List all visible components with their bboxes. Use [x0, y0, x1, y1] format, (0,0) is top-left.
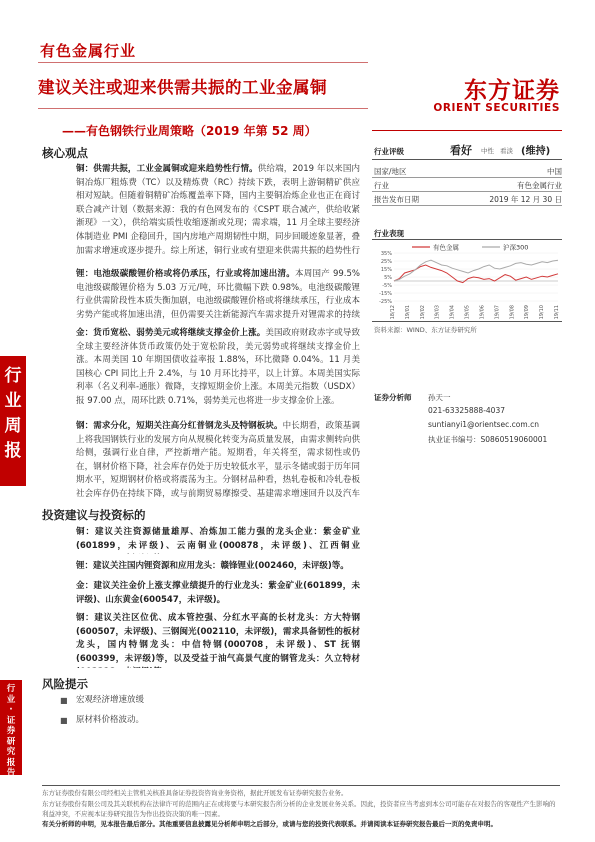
- industry-name: 有色金属行业: [40, 42, 137, 60]
- core-item-gold-text: 美国政府财政赤字或导致全球主要经济体货币政策仍处于宽松阶段，美元弱势或将继续支撑金价上涨。本周美国 10 年期国债收益率报 1.88%，环比微降 0.04%。11 月美国核心 CPI 同比上升 2.4%，与 10 月环比持平，以上计算。本周美国实际利率（名义利率-通胀）微降，支撑短期金价上涨。本周美元指数（USDX）报 97.00 点，周环比跌 0.71%，弱势美元也将进一步支撑金价上涨。: [76, 328, 360, 406]
- y-tick-label: 5%: [384, 275, 392, 281]
- advice-item-copper: [76, 526, 360, 554]
- title-divider: [38, 108, 368, 109]
- series-line-0: [394, 265, 558, 283]
- bullet-icon: ■: [60, 716, 68, 725]
- core-item-lithium-lead: 锂：电池级碳酸锂价格或将仍承压，行业或将加速出清。: [76, 269, 295, 279]
- x-tick-label: 19/10: [539, 305, 546, 319]
- performance-heading: 行业表现: [374, 229, 404, 238]
- side-tab-weekly-label: 行业周报: [4, 366, 22, 461]
- advice-item-lithium: [76, 560, 360, 574]
- core-item-steel-text: 中长期看，政策基调上将我国钢铁行业的发展方向从规模化转变为高质量发展，由需求侧转向供给侧，强调行业自律，严控新增产能。短期看，年关将至，需求韧性或仍在，钢材价格下降，社会库存仍处于历史较低水平，显示冬储或弱于历年同期水平，短期钢材价格或将震荡为主。分钢材品种看，热轧卷板和冷轧卷板社会库存仍在持续下降，或与前期贸易摩擦受、基建需求增速回升以及汽车: [76, 421, 360, 499]
- rating-maintain: (维持): [521, 146, 551, 157]
- core-item-lithium: [76, 268, 360, 322]
- row-divider: [372, 177, 562, 178]
- core-item-gold-lead: 金：货币宽松、弱势美元或将继续支撑金价上涨。: [76, 328, 266, 338]
- footer-disclaimer: 有关分析师的申明，见本报告最后部分。其他重要信息披露见分析师申明之后部分，或请与您的投资代表联系。并请阅读本证券研究报告最后一页的免责申明。: [42, 820, 497, 828]
- row-divider: [372, 205, 562, 206]
- advice-item-lithium-text: 锂：建议关注国内锂资源和应用龙头：赣锋锂业(002460，未评级)等。: [76, 561, 349, 571]
- x-tick-label: 18/12: [390, 305, 396, 319]
- y-tick-label: 25%: [380, 259, 392, 265]
- rating-option-bearish: 看淡: [500, 147, 513, 155]
- header-divider: [38, 62, 368, 63]
- advice-item-gold-text: 金：建议关注金价上涨支撑业绩提升的行业龙头：紫金矿业(601899，未评级)、山东黄金(600547，未评级)。: [76, 581, 360, 605]
- footer-line-2: 东方证券股份有限公司及其关联机构在法律许可的范围内正在或将要与本研究报告所分析的企业发展业务关系。因此，投资者应当考虑到本公司可能存在对报告的客观性产生影响的利益冲突，不应视本证券研究报告为作出投资决策的唯一因素。: [42, 800, 556, 818]
- analyst-label: 证券分析师: [374, 393, 412, 402]
- advice-item-steel-text: 钢：建议关注区位优、成本管控强、分红水平高的长材龙头：方大特钢(600507，未评级)、三钢闽光(002110，未评级)，需求具备韧性的板材龙头，国内特钢龙头：中信特钢(000708，未评级)、ST 抚钢(600399，未评级)等，以及受益于油气高景气度的钢管龙头：久立特材: [76, 613, 360, 664]
- report-subtitle: ——有色钢铁行业周策略（2019 年第 52 周）: [62, 124, 317, 138]
- side-tab-report-type-label: 行业·证券研究报告: [6, 684, 16, 778]
- investment-advice-heading: 投资建议与投资标的: [42, 508, 146, 522]
- logo-divider: [372, 130, 562, 131]
- core-item-gold: [76, 327, 360, 409]
- analyst-name: 孙天一: [428, 393, 451, 402]
- x-tick-label: 19/05: [464, 305, 471, 319]
- rating-row-industry-key: 行业: [374, 181, 389, 190]
- analyst-email[interactable]: suntianyi1@orientsec.com.cn: [428, 420, 539, 429]
- x-tick-label: 19/11: [554, 305, 560, 319]
- x-tick-label: 19/01: [404, 305, 411, 319]
- core-item-copper-lead: 铜：供需共振，工业金属铜或迎来趋势性行情。: [76, 164, 258, 174]
- advice-item-gold: [76, 580, 360, 608]
- core-item-copper: [76, 163, 360, 257]
- rating-row-region-value: 中国: [547, 167, 562, 176]
- rating-label: 行业评级: [374, 147, 404, 156]
- x-tick-label: 19/08: [509, 305, 516, 319]
- side-tab-weekly-report: [0, 356, 26, 486]
- advice-item-copper-text: 铜：建议关注资源储量雄厚、冶炼加工能力强的龙头企业：紫金矿业(601899，未评级)、云南铜业(000878，未评级)、江西铜业: [76, 527, 360, 551]
- logo-en-text: ORIENT SECURITIES: [433, 102, 560, 114]
- legend-label-1: 沪深300: [503, 243, 529, 252]
- x-tick-label: 19/04: [449, 305, 456, 319]
- bullet-icon: ■: [60, 696, 68, 705]
- risk-item-1-text: 宏观经济增速放缓: [76, 695, 145, 705]
- core-views-heading: 核心观点: [42, 146, 88, 160]
- x-tick-label: 19/07: [494, 305, 501, 319]
- rating-option-neutral: 中性: [481, 147, 494, 155]
- rating-row-date-value: 2019 年 12 月 30 日: [489, 195, 562, 204]
- core-item-steel: [76, 420, 360, 502]
- side-tab-report-type: [0, 680, 22, 778]
- logo-cn-text: 东方证券: [464, 78, 560, 104]
- core-item-lithium-text: 本周国产 99.5%电池级碳酸锂价格为 5.03 万元/吨，环比微幅下跌 0.98%。电池级碳酸锂行业供需阶段性本质失衡加剧，电池级碳酸锂价格或将继续承压，行业成本劣势产能或将加速出清，但仍需要关注新能源汽车需求提升对锂需求的持续: [76, 269, 360, 320]
- chart-bottom-divider: [372, 321, 562, 322]
- x-tick-label: 19/06: [479, 305, 486, 319]
- risk-item-2-text: 原材料价格波动。: [76, 715, 145, 725]
- y-tick-label: -5%: [382, 283, 392, 289]
- performance-divider: [372, 239, 562, 240]
- risk-item-1: [60, 694, 360, 708]
- footer-line-1: 东方证券股份有限公司经相关主管机关核准具备证券投资咨询业务资格，据此开展发布证券研究报告业务。: [42, 789, 348, 797]
- rating-value: 看好: [450, 144, 472, 157]
- performance-chart: [372, 241, 562, 319]
- y-tick-label: 35%: [380, 251, 392, 257]
- orient-securities-logo: [425, 72, 560, 124]
- rating-row-region-key: 国家/地区: [374, 167, 407, 176]
- core-item-steel-lead: 钢：需求分化，短期关注高分红普钢龙头及特钢板块。: [76, 421, 283, 431]
- analyst-phone: 021-63325888-4037: [428, 406, 505, 415]
- row-divider: [372, 191, 562, 192]
- risk-item-2: [60, 714, 360, 728]
- y-tick-label: 15%: [380, 267, 392, 273]
- report-title: 建议关注或迎来供需共振的工业金属铜: [38, 78, 327, 97]
- rating-row-industry-value: 有色金属行业: [517, 181, 562, 190]
- footer-divider: [42, 785, 560, 786]
- x-tick-label: 19/03: [434, 305, 441, 319]
- x-tick-label: 19/09: [524, 305, 531, 319]
- chart-source: 资料来源：WIND、东方证券研究所: [374, 326, 477, 334]
- rating-divider: [372, 159, 562, 160]
- advice-item-steel: [76, 612, 360, 668]
- rating-row-date-key: 报告发布日期: [374, 195, 419, 204]
- y-tick-label: -15%: [379, 291, 392, 297]
- core-item-copper-text: 供给端，2019 年以来国内铜冶炼厂粗炼费（TC）以及精炼费（RC）持续下跌，表明上游铜精矿供应相对短缺。但随着铜精矿冶炼覆盖率下降，国内主要铜冶炼企业也正在商讨联合减产计划（数据来源：我的有色网发布的《CSPT 联合减产，供给收紧渐现》一文），供给端实质性收缩逐渐或兑现；需求端，11 月全球主要经济体制造业 PMI 企稳回升，国内房地产周期韧性中期，同步回暖迹象显著，叠加需求增速或逐步提升。综上所述，铜行业或有望迎来供需共振的趋势性行: [76, 164, 360, 256]
- legend-label-0: 有色金属: [433, 243, 459, 252]
- y-tick-label: -25%: [379, 299, 392, 305]
- analyst-cert: 执业证书编号：S0860519060001: [428, 435, 548, 444]
- x-tick-label: 19/02: [419, 305, 426, 319]
- risk-heading: 风险提示: [42, 677, 88, 691]
